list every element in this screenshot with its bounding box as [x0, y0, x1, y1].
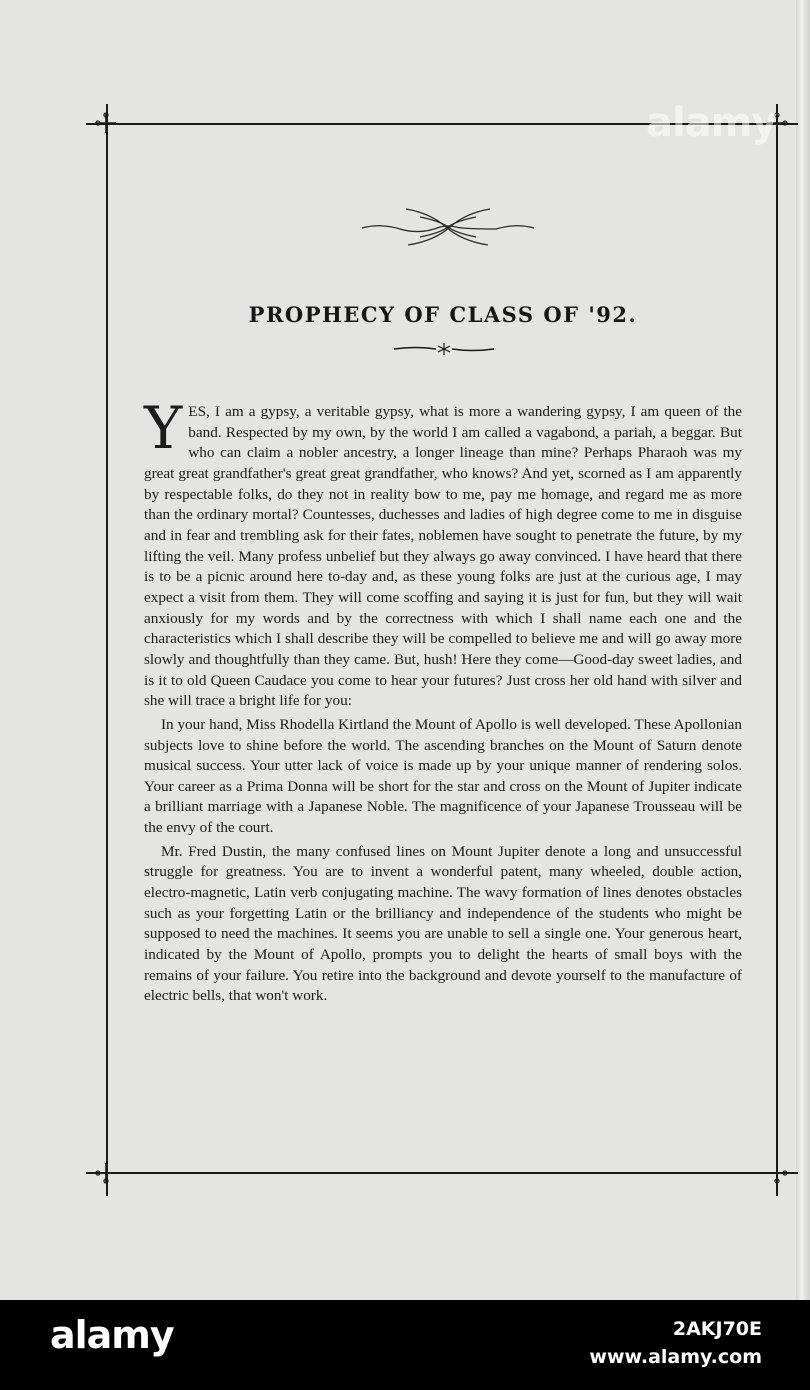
body-text [144, 394, 742, 1007]
corner-fleuron-icon [94, 111, 118, 135]
decorative-flourish-icon [360, 203, 536, 251]
frame-border-left [106, 104, 108, 1196]
frame-border-bottom [86, 1172, 798, 1174]
paragraph-text: ES, I am a gypsy, a veritable gypsy, what is more a wandering gypsy, I am queen of the band. Respected by my own, by the world I am called a vagabond, a pariah, a beggar. But who can claim a nobler ancestry, a longer lineage than mine? Perhaps Pharaoh was my great great grandfather's great great grandfather, who knows? And yet, scorned as I am apparently by respectable folks, do they not in reality bow to me, pay me homage, and regard me as more than the ordinary mortal? Countesses, duchesses and ladies of high degree come to me in disguise and in fear and trembling ask for their fates, noblemen have sought to penetrate the future, by my lifting the veil. Many profess unbelief but they always go away convinced. I have heard that there is to be a picnic around here to-day and, as these young folks are just at the curious age, I may expect a visit from them. They will come scoffing and saying it is just for fun, but they will wait anxiously for my words and by the correctness with which I shall name each one and the characteristics which I shall describe they will be compelled to believe me and will go away more slowly and thoughtfully than they came. But, hush! Here they come—Good-day sweet ladies, and is it to old Queen Caudace you come to hear your futures? Just cross her old hand with silver and she will trace a bright life for you: [144, 403, 742, 710]
drop-cap: Y [144, 394, 183, 462]
image-id: 2AKJ70E [672, 1318, 762, 1340]
page-title: PROPHECY OF CLASS OF '92. [248, 302, 638, 327]
page-edge [796, 0, 810, 1300]
brand-logo[interactable]: alamy [50, 1313, 174, 1357]
paragraph [144, 394, 742, 712]
frame-border-right [776, 104, 778, 1196]
site-url-link[interactable]: www.alamy.com [589, 1346, 762, 1368]
corner-fleuron-icon [94, 1161, 118, 1185]
watermark-logo: alamy [646, 100, 777, 146]
paragraph: Mr. Fred Dustin, the many confused lines on Mount Jupiter denote a long and unsuccessful struggle for greatness. You are to invent a wonderful patent, many wheeled, double action, electro-magnetic, Latin verb conjugating machine. The wavy formation of lines denotes obstacles such as your forgetting Latin or the brilliancy and independence of the students who might be supposed to need the machines. It seems you are unable to sell a single one. Your generous heart, indicated by the Mount of Apollo, prompts you to delight the hearts of small boys with the remains of your failure. You retire into the background and devote yourself to the manufacture of electric bells, that won't work. [144, 842, 742, 1005]
title-rule-ornament-icon [392, 340, 496, 358]
paragraph: In your hand, Miss Rhodella Kirtland the Mount of Apollo is well developed. These Apollonian subjects love to shine before the world. The ascending branches on the Mount of Saturn denote musical success. Your utter lack of voice is made up by your unique manner of rendering solos. Your career as a Prima Donna will be short for the star and cross on the Mount of Jupiter indicate a brilliant marriage with a Japanese Noble. The magnificence of your Japanese Trousseau will be the envy of the court. [144, 715, 742, 837]
corner-fleuron-icon [765, 1161, 789, 1185]
